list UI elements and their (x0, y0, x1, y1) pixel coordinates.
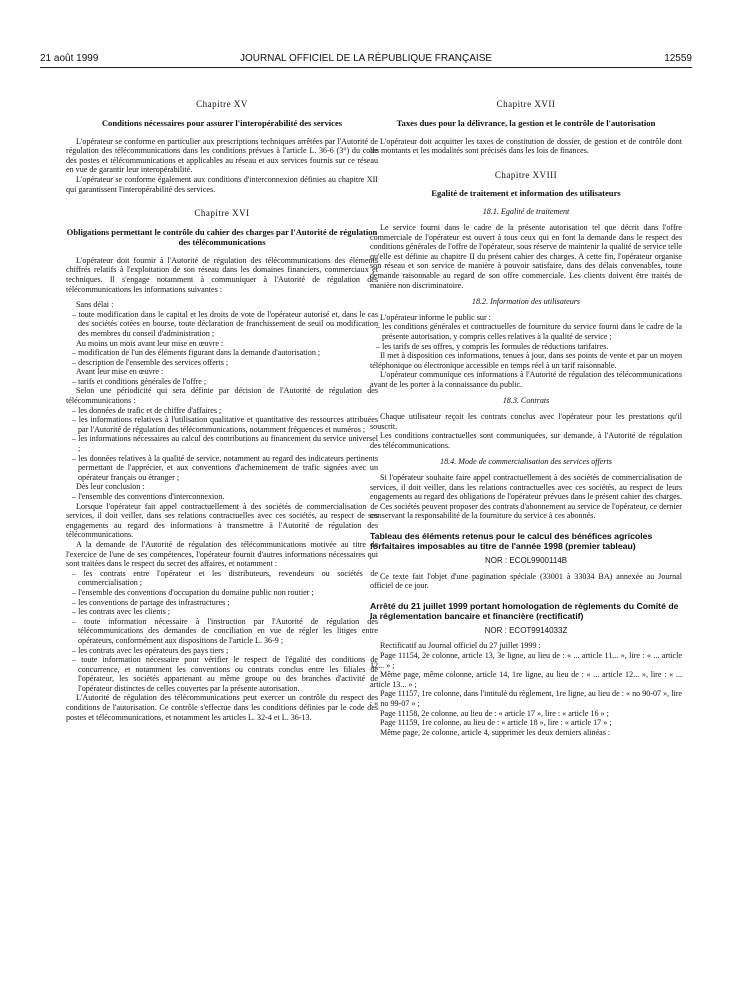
paragraph: Il met à disposition ces informations, tenues à jour, dans ses points de vente et par un moyen téléphonique ou électronique accessible en temps réel à un tarif raisonnable. (370, 351, 682, 370)
chapter-xviii-label: Chapitre XVIII (494, 169, 558, 180)
list-item: – les données relatives à la qualité de service, notamment au regard des indicateurs pertinents permettant de l'apprécier, et aux conventions d'acheminement de trafic signées avec un opérateur français ou étranger ; (72, 453, 378, 482)
chapter-xvii-title: Taxes dues pour la délivrance, la gestion et le contrôle de l'autorisation (396, 117, 656, 128)
arrete-nor: NOR : ECOT9914033Z (484, 625, 568, 635)
tableau-nor: NOR : ECOL9900114B (484, 556, 568, 565)
tableau-title: Tableau des éléments retenus pour le calcul des bénéfices agricoles forfaitaires imposables au titre de l'année 1998 (premier tableau) (370, 531, 653, 551)
paragraph: Page 11158, 2e colonne, au lieu de : « article 17 », lire : « article 16 » ; (380, 708, 609, 718)
arrete-title: Arrêté du 21 juillet 1999 portant homologation de règlements du Comité de la réglementation bancaire et financière (rectificatif) (370, 600, 679, 621)
chapter-xviii-title: Egalité de traitement et information des utilisateurs (431, 188, 621, 199)
paragraph: L'Autorité de régulation des télécommunications peut exercer un contrôle du respect des conditions de l'autorisation. Ce contrôle s'effectue dans les conditions définies par le code des postes et télécommunications, et notamment les articles L. 32-4 et L. 36-13. (66, 693, 378, 722)
header-date: 21 août 1999 (40, 53, 99, 64)
list-item: – l'ensemble des conventions d'occupation du domaine public non routier ; (72, 587, 314, 597)
chapter-xvii-label: Chapitre XVII (496, 99, 556, 109)
paragraph: Si l'opérateur souhaite faire appel contractuellement à des sociétés de commercialisation de services, il doit veiller, dans les relations contractuelles avec ces sociétés, au respect de leurs engagements au regard des obligations de l'opérateur prévues dans le présent cahier des charges. (370, 473, 682, 502)
left-column (66, 100, 378, 722)
list-heading: Sans délai : (76, 300, 114, 310)
paragraph: L'opérateur se conforme en particulier aux prescriptions techniques arrêtées par l'Autorité de régulation des télécommunications dans les conditions prévues à l'article L. 36-6 (3°) du code des postes et télécommunications et applicables au réseau et aux services fournis sur ce réseau en vue de garantir leur interopérabilité. (66, 136, 378, 175)
paragraph: A la demande de l'Autorité de régulation des télécommunications motivée au titre de l'exercice de l'une de ses compétences, l'opérateur fournit d'autres informations nécessaires qui sont traitées dans le respect du secret des affaires, et notamment : (66, 539, 378, 569)
paragraph: L'opérateur informe le public sur : (380, 312, 491, 322)
list-item: – l'ensemble des conventions d'interconnexion. (72, 492, 225, 501)
paragraph: Ces sociétés peuvent proposer des contrats d'abonnement au service de l'opérateur, ce dernier conservant la responsabilité de la fourniture du service à ces abonnés. (370, 501, 682, 521)
list-item: – toute modification dans le capital et les droits de vote de l'opérateur autorisé et, dans le cas des sociétés cotées en bourse, toute déclaration de franchissement de seuil ou modification des membres du conseil d'administration ; (72, 309, 378, 338)
right-column (370, 100, 682, 737)
list-item: – toute information nécessaire pour vérifier le respect de l'égalité des conditions de concurrence, et notamment les conventions ou contrats conclus entre les filiales de l'opérateur, les sociétés appartenant au même groupe ou des branches d'activité de l'opérateur distinctes de celles couvertes par la présente autorisation. (72, 655, 378, 693)
list-item: – les informations nécessaires au calcul des contributions au financement du service universel ; (72, 434, 378, 454)
paragraph: Rectificatif au Journal officiel du 27 juillet 1999 : (380, 641, 541, 651)
chapter-xv-label: Chapitre XV (196, 99, 248, 109)
section-18-2-heading: 18.2. Information des utilisateurs (471, 297, 581, 307)
paragraph: Le service fourni dans le cadre de la présente autorisation tel que décrit dans l'offre commerciale de l'opérateur est ouvert à tous ceux qui en font la demande dans le respect des conditions générales de l'offre de l'opérateur, sous réserve de maintenir la qualité de service telle qu'elle est définie au chapitre II du présent cahier des charges. A cette fin, l'opérateur organise son réseau et son service de manière à pouvoir satisfaire, dans des délais convenables, toute demande raisonnable au regard de son offre commerciale. Les clients doivent être traités de manière non discriminatoire. (370, 222, 682, 290)
header-rule (40, 67, 692, 68)
paragraph: Page 11157, 1re colonne, dans l'intitulé du règlement, 1re ligne, au lieu de : « no 90-07 », lire : « no 99-07 » ; (370, 689, 682, 708)
list-heading: Dès leur conclusion : (76, 482, 145, 492)
paragraph: Les conditions contractuelles sont communiquées, sur demande, à l'Autorité de régulation des télécommunications. (370, 431, 682, 450)
list-heading: Au moins un mois avant leur mise en œuvre : (76, 338, 224, 348)
list-item: – les conventions de partage des infrastructures ; (72, 597, 230, 607)
list-item: – les contrats avec les opérateurs des pays tiers ; (72, 645, 229, 655)
paragraph: Chaque utilisateur reçoit les contrats conclus avec l'opérateur pour les prestations qu'il souscrit. (370, 412, 682, 431)
paragraph: L'opérateur doit fournir à l'Autorité de régulation des télécommunications des éléments chiffrés relatifs à l'exploitation de son réseau dans les domaines financiers, commerciaux et techniques. Il s'engage notamment à communiquer à l'Autorité de régulation des télécommunications les informations suivantes : (66, 255, 378, 294)
list-item: – les tarifs de ses offres, y compris les formules de réductions tarifaires. (376, 341, 609, 351)
list-item: – les contrats avec les clients ; (72, 607, 170, 617)
paragraph: L'opérateur se conforme également aux conditions d'interconnexion définies au chapitre XII qui garantissent l'interopérabilité des services. (66, 174, 378, 194)
paragraph: Page 11159, 1re colonne, au lieu de : « article 18 », lire : « article 17 » ; (380, 718, 612, 728)
list-item: – les contrats entre l'opérateur et les distributeurs, revendeurs ou sociétés de commercialisation ; (72, 568, 378, 588)
list-heading: Selon une périodicité qui sera définie par décision de l'Autorité de régulation des télécommunications : (66, 386, 378, 406)
list-item: – les conditions générales et contractuelles de fourniture du service fourni dans le cadre de la présente autorisation, y compris celles relatives à la qualité de service ; (376, 322, 682, 341)
chapter-xvi-title: Obligations permettant le contrôle du cahier des charges par l'Autorité de régulation des télécommunications (66, 226, 378, 247)
paragraph: Page 11154, 2e colonne, article 13, 3e ligne, au lieu de : « ... article 11... », lire : « ... article 12... » ; (370, 650, 682, 670)
list-item: – les informations relatives à l'utilisation qualitative et quantitative des ressources attribuées par l'Autorité de régulation des télécommunications, notamment fréquences et numéros ; (72, 415, 378, 434)
header-journal-title: JOURNAL OFFICIEL DE LA RÉPUBLIQUE FRANÇAISE (239, 53, 493, 64)
list-heading: Avant leur mise en œuvre : (76, 367, 164, 377)
header-page-number: 12559 (664, 53, 692, 64)
chapter-xvi-label: Chapitre XVI (194, 208, 250, 219)
paragraph: L'opérateur communique ces informations à l'Autorité de régulation des télécommunications avant de les porter à la connaissance du public. (370, 370, 682, 389)
paragraph: Ce texte fait l'objet d'une pagination spéciale (33001 à 33034 BA) annexée au Journal officiel de ce jour. (370, 571, 682, 591)
paragraph: L'opérateur doit acquitter les taxes de constitution de dossier, de gestion et de contrôle dont les montants et les modalités sont précisés dans les lois de finances. (370, 136, 682, 156)
section-18-1-heading: 18.1. Egalité de traitement (482, 207, 570, 217)
paragraph: Même page, même colonne, article 14, 1re ligne, au lieu de : « ... article 12... », lire : « ... article 13... » ; (370, 670, 682, 689)
chapter-xv-title: Conditions nécessaires pour assurer l'interopérabilité des services (101, 117, 343, 128)
list-item: – les données de trafic et de chiffre d'affaires ; (72, 405, 222, 415)
list-item: – tarifs et conditions générales de l'offre ; (72, 376, 207, 386)
paragraph: Même page, 2e colonne, article 4, supprimer les deux derniers alinéas : (380, 727, 611, 737)
section-18-3-heading: 18.3. Contrats (502, 396, 550, 406)
list-item: – modification de l'un des éléments figurant dans la demande d'autorisation ; (72, 348, 321, 358)
paragraph: Lorsque l'opérateur fait appel contractuellement à des sociétés de commercialisation de services, il doit veiller, dans ses relations contractuelles avec ces sociétés, au respect de ses engagements au regard des informations à transmettre à l'Autorité de régulation des télécommunications. (66, 501, 378, 540)
list-item: – toute information nécessaire à l'instruction par l'Autorité de régulation des télécommunications des demandes de conciliation en vue de régler les litiges entre opérateurs, conformément aux dispositions de l'article L. 36-9 ; (72, 616, 378, 645)
list-item: – description de l'ensemble des services offerts ; (72, 357, 229, 367)
section-18-4-heading: 18.4. Mode de commercialisation des services offerts (440, 457, 612, 467)
